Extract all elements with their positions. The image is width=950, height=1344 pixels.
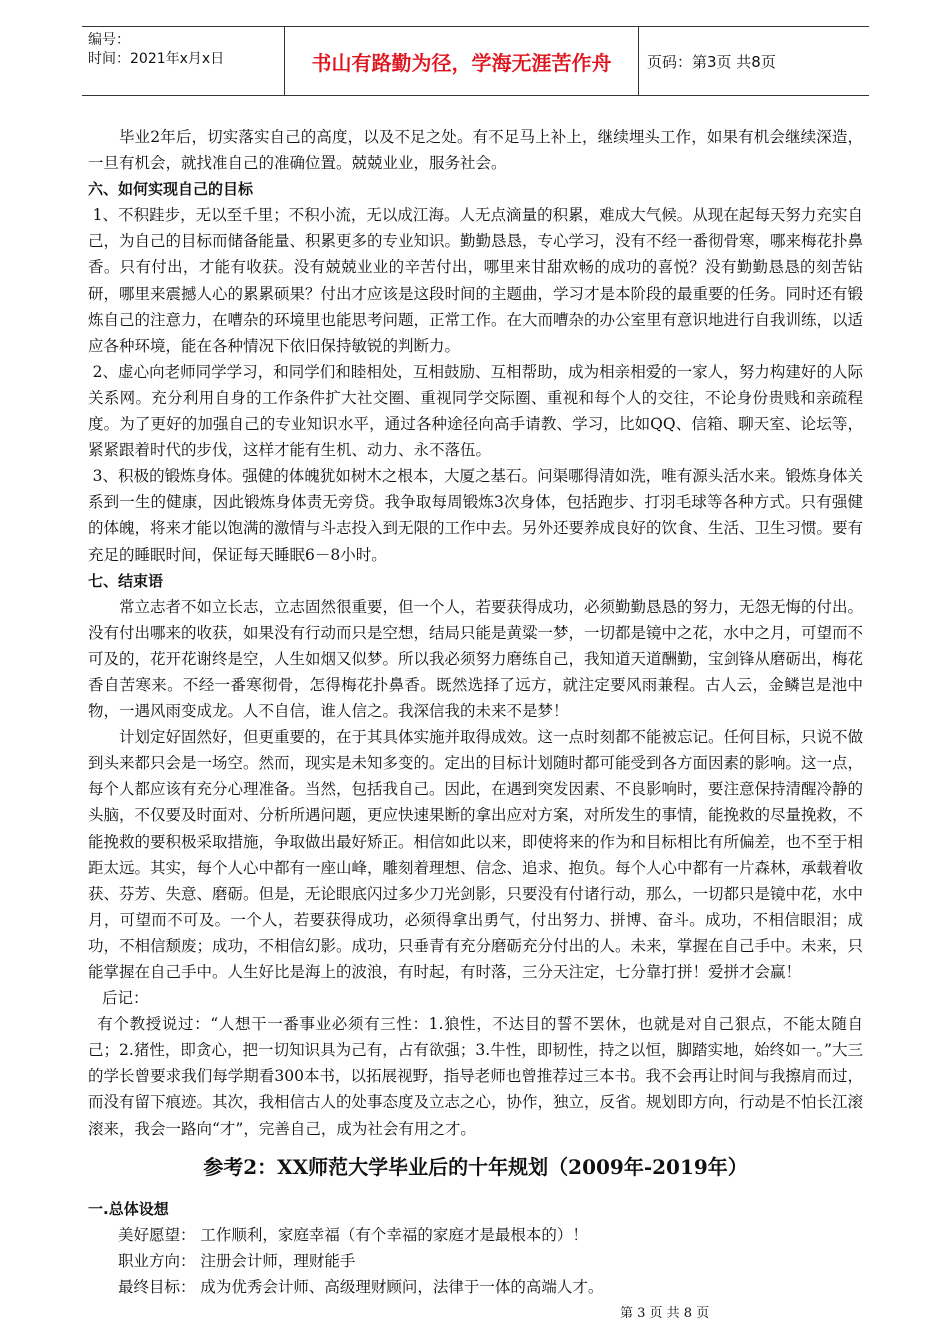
- overall-plan-row: 美好愿望： 工作顺利，家庭幸福（有个幸福的家庭才是最根本的）！: [118, 1226, 588, 1244]
- document-body: [88, 124, 863, 1142]
- header-motto: 书山有路勤为径，学海无涯苦作舟: [285, 27, 639, 95]
- overall-plan-row: 职业方向： 注册会计师，理财能手: [118, 1252, 356, 1270]
- section-6-item-3: 3、积极的锻炼身体。强健的体魄犹如树木之根本，大厦之基石。问渠哪得清如洗，唯有源头活水来。锻炼身体关系到一生的健康，因此锻炼身体责无旁贷。我争取每周锻炼3次身体，包括跑步、打羽毛球等各种方式。只有强健的体魄，将来才能以饱满的激情与斗志投入到无限的工作中去。另外还要养成良好的饮食、生活、卫生习惯。要有充足的睡眠时间，保证每天睡眠6－8小时。: [88, 467, 864, 564]
- postscript-paragraph: 有个教授说过：“人想干一番事业必须有三性：1.狼性，不达目的誓不罢休，也就是对自己狠点，不能太随自己；2.猪性，即贪心，把一切知识具为己有，占有欲强；3.牛性，即韧性，持之以恒，脚踏实地，始终如一。”大三的学长曾要求我们每学期看300本书，以拓展视野，指导老师也曾推荐过三本书。我不会再让时间与我擦肩而过，而没有留下痕迹。其次，我相信古人的处事态度及立志之心，协作，独立，反省。规划即方向，行动是不怕长江滚滚来，我会一路向“才”，完善自己，成为社会有用之才。: [88, 1015, 864, 1138]
- intro-paragraph: 毕业2年后，切实落实自己的高度，以及不足之处。有不足马上补上，继续埋头工作，如果有机会继续深造，一旦有机会，就找准自己的准确位置。兢兢业业，服务社会。: [88, 128, 863, 173]
- section-6-item-1: 1、不积跬步，无以至千里；不积小流，无以成江海。人无点滴量的积累，难成大气候。从现在起每天努力充实自己，为自己的目标而储备能量、积累更多的专业知识。勤勤恳恳，专心学习，没有不经一番彻骨寒，哪来梅花扑鼻香。只有付出，才能有收获。没有兢兢业业的辛苦付出，哪里来甘甜欢畅的成功的喜悦？没有勤勤恳恳的刻苦钻研，哪里来震撼人心的累累硕果？付出才应该是这段时间的主题曲，学习才是本阶段的最重要的任务。同时还有锻炼自己的注意力，在嘈杂的环境里也能思考问题，正常工作。在大而嘈杂的办公室里有意识地进行自我训练，以适应各种环境，能在各种情况下依旧保持敏锐的判断力。: [88, 206, 864, 355]
- header-time: 时间：2021年x月x日: [88, 51, 225, 67]
- reference-2-heading: 一.总体设想: [88, 1200, 169, 1218]
- reference-2-section: [88, 1196, 863, 1300]
- section-7-paragraph-1: 常立志者不如立长志，立志固然很重要，但一个人，若要获得成功，必须勤勤恳恳的努力，无怨无悔的付出。没有付出哪来的收获，如果没有行动而只是空想，结局只能是黄粱一梦，一切都是镜中之花，水中之月，可望而不可及的，花开花谢终是空，人生如烟又似梦。所以我必须努力磨练自己，我知道天道酬勤，宝剑锋从磨砺出，梅花香自苦寒来。不经一番寒彻骨，怎得梅花扑鼻香。既然选择了远方，就注定要风雨兼程。古人云，金鳞岂是池中物，一遇风雨变成龙。人不自信，谁人信之。我深信我的未来不是梦！: [88, 597, 864, 721]
- section-7-paragraph-2: 计划定好固然好，但更重要的，在于其具体实施并取得成效。这一点时刻都不能被忘记。任何目标，只说不做到头来都只会是一场空。然而，现实是未知多变的。定出的目标计划随时都可能受到各方面因素的影响。这一点，每个人都应该有充分心理准备。当然，包括我自己。因此，在遇到突发因素、不良影响时，要注意保持清醒冷静的头脑，不仅要及时面对、分析所遇问题，更应快速果断的拿出应对方案，对所发生的事情，能挽救的尽量挽救，不能挽救的要积极采取措施，争取做出最好矫正。相信如此以来，即使将来的作为和目标相比有所偏差，也不至于相距太远。其实，每个人心中都有一座山峰，雕刻着理想、信念、追求、抱负。每个人心中都有一片森林，承载着收获、芬芳、失意、磨砺。但是，无论眼底闪过多少刀光剑影，只要没有付诸行动，那么，一切都只是镜中花，水中月，可望而不可及。一个人，若要获得成功，必须得拿出勇气，付出努力、拼博、奋斗。成功，不相信眼泪；成功，不相信颓废；成功，不相信幻影。成功，只垂青有充分磨砺充分付出的人。未来，掌握在自己手中。未来，只能掌握在自己手中。人生好比是海上的波浪，有时起，有时落，三分天注定，七分靠打拼！爱拼才会赢！: [88, 728, 864, 981]
- section-6-item-2: 2、虚心向老师同学学习，和同学们和睦相处，互相鼓励、互相帮助，成为相亲相爱的一家人，努力构建好的人际关系网。充分利用自身的工作条件扩大社交圈、重视同学交际圈、重视和每个人的交往，不论身份贵贱和亲疏程度。为了更好的加强自己的专业知识水平，通过各种途径向高手请教、学习，比如QQ、信箱、聊天室、论坛等，紧紧跟着时代的步伐，这样才能有生机、动力、永不落伍。: [88, 362, 863, 460]
- header-meta: [82, 27, 285, 95]
- header-page-number: 页码：第3页 共8页: [647, 52, 776, 71]
- page-footer: 第 3 页 共 8 页: [620, 1306, 710, 1321]
- header-number: 编号：: [88, 32, 130, 48]
- postscript-label: 后记：: [102, 989, 149, 1008]
- overall-plan-row: 最终目标： 成为优秀会计师、高级理财顾问，法律于一体的高端人才。: [118, 1278, 604, 1296]
- section-6-heading: 六、如何实现自己的目标: [88, 180, 254, 199]
- page-header: [82, 26, 869, 96]
- reference-2-title: 参考2：XX师范大学毕业后的十年规划（2009年-2019年）: [203, 1155, 748, 1179]
- section-7-heading: 七、结束语: [88, 571, 164, 590]
